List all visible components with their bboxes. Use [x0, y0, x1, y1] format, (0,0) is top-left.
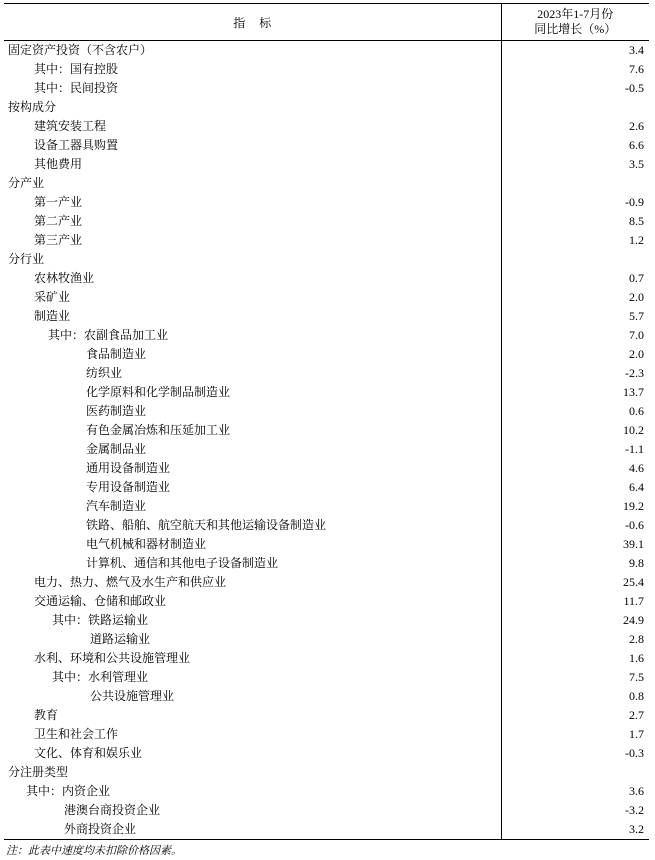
- row-value: 4.6: [501, 459, 649, 478]
- row-value: 3.2: [501, 820, 649, 840]
- row-label: 交通运输、仓储和邮政业: [34, 594, 167, 608]
- table-row: [4, 668, 649, 687]
- row-value: -0.5: [501, 79, 649, 98]
- row-value: 2.6: [501, 117, 649, 136]
- row-value: 1.2: [501, 231, 649, 250]
- row-value: 7.6: [501, 60, 649, 79]
- table-row: [4, 174, 649, 193]
- table-row: [4, 383, 649, 402]
- table-row: [4, 155, 649, 174]
- row-value: 0.6: [501, 402, 649, 421]
- row-value: 5.7: [501, 307, 649, 326]
- row-value: -1.1: [501, 440, 649, 459]
- row-value: 6.6: [501, 136, 649, 155]
- row-label: 有色金属冶炼和压延加工业: [86, 423, 231, 437]
- row-value: 11.7: [501, 592, 649, 611]
- table-row: [4, 478, 649, 497]
- row-value: 0.8: [501, 687, 649, 706]
- table-row: [4, 269, 649, 288]
- table-row: [4, 820, 649, 840]
- row-label: 水利、环境和公共设施管理业: [34, 651, 191, 665]
- row-value: 3.4: [501, 41, 649, 61]
- row-value: 3.5: [501, 155, 649, 174]
- row-label: 其中：水利管理业: [52, 670, 149, 684]
- row-label: 外商投资企业: [4, 820, 501, 840]
- row-label: 汽车制造业: [86, 499, 147, 513]
- header-growth-unit: 同比增长（%）: [534, 22, 617, 36]
- row-label: 金属制品业: [86, 442, 147, 456]
- row-label: 分行业: [8, 252, 45, 266]
- table-row: [4, 687, 649, 706]
- table-row: [4, 250, 649, 269]
- row-value: 13.7: [501, 383, 649, 402]
- table-row: [4, 497, 649, 516]
- row-value: -2.3: [501, 364, 649, 383]
- table-row: [4, 801, 649, 820]
- row-label: 分产业: [8, 176, 45, 190]
- table-row: [4, 782, 649, 801]
- table-row: [4, 307, 649, 326]
- investment-growth-table: [4, 3, 649, 840]
- row-value: 1.6: [501, 649, 649, 668]
- row-label: 公共设施管理业: [90, 689, 175, 703]
- table-row: [4, 516, 649, 535]
- row-label: 电力、热力、燃气及水生产和供应业: [34, 575, 227, 589]
- table-row: [4, 573, 649, 592]
- row-label: 建筑安装工程: [34, 119, 107, 133]
- row-value: -0.3: [501, 744, 649, 763]
- row-label: 分注册类型: [8, 765, 69, 779]
- table-row: [4, 212, 649, 231]
- row-label: 食品制造业: [86, 347, 147, 361]
- table-row: [4, 117, 649, 136]
- table-row: [4, 288, 649, 307]
- table-body: [4, 41, 649, 840]
- row-label: 其中：内资企业: [26, 784, 111, 798]
- table-row: [4, 402, 649, 421]
- table-row: [4, 421, 649, 440]
- row-label: 计算机、通信和其他电子设备制造业: [86, 556, 279, 570]
- row-value: 2.8: [501, 630, 649, 649]
- table-row: [4, 440, 649, 459]
- row-label: 设备工器具购置: [34, 138, 119, 152]
- row-value: 2.7: [501, 706, 649, 725]
- row-value: 7.5: [501, 668, 649, 687]
- table-row: [4, 744, 649, 763]
- row-value: -3.2: [501, 801, 649, 820]
- row-label: 化学原料和化学制品制造业: [86, 385, 231, 399]
- row-label: 其中：铁路运输业: [52, 613, 149, 627]
- row-label: 固定资产投资（不含农户）: [8, 43, 153, 57]
- row-label: 采矿业: [34, 290, 71, 304]
- table-row: [4, 592, 649, 611]
- row-label: 电气机械和器材制造业: [86, 537, 207, 551]
- row-label: 第二产业: [34, 214, 83, 228]
- row-value: 25.4: [501, 573, 649, 592]
- row-value: [501, 174, 649, 193]
- row-value: 8.5: [501, 212, 649, 231]
- row-value: 6.4: [501, 478, 649, 497]
- header-growth-period: 2023年1-7月份: [537, 7, 614, 21]
- table-row: [4, 706, 649, 725]
- row-value: -0.6: [501, 516, 649, 535]
- table-row: [4, 193, 649, 212]
- table-row: [4, 611, 649, 630]
- table-row: [4, 60, 649, 79]
- row-value: [501, 98, 649, 117]
- header-indicator: 指标: [4, 4, 501, 41]
- table-row: [4, 136, 649, 155]
- row-value: 2.0: [501, 345, 649, 364]
- row-label: 第三产业: [34, 233, 83, 247]
- row-value: 7.0: [501, 326, 649, 345]
- row-label: 制造业: [34, 309, 71, 323]
- row-label: 其他费用: [34, 157, 83, 171]
- row-label: 卫生和社会工作: [34, 727, 119, 741]
- header-row: [4, 4, 649, 41]
- row-value: 9.8: [501, 554, 649, 573]
- row-label: 第一产业: [34, 195, 83, 209]
- row-label: 通用设备制造业: [86, 461, 171, 475]
- table-row: [4, 763, 649, 782]
- table-row: [4, 79, 649, 98]
- row-value: [501, 250, 649, 269]
- table-row: [4, 364, 649, 383]
- table-row: [4, 630, 649, 649]
- table-row: [4, 98, 649, 117]
- row-label: 纺织业: [86, 366, 123, 380]
- row-label: 按构成分: [8, 100, 57, 114]
- row-label: 文化、体育和娱乐业: [34, 746, 143, 760]
- table-row: [4, 345, 649, 364]
- row-value: 19.2: [501, 497, 649, 516]
- row-value: 24.9: [501, 611, 649, 630]
- row-value: 2.0: [501, 288, 649, 307]
- table-row: [4, 459, 649, 478]
- table-row: [4, 326, 649, 345]
- row-label: 道路运输业: [90, 632, 151, 646]
- table-row: [4, 231, 649, 250]
- table-row: [4, 725, 649, 744]
- row-value: 39.1: [501, 535, 649, 554]
- header-growth: [501, 4, 649, 41]
- table-row: [4, 535, 649, 554]
- table-row: [4, 554, 649, 573]
- row-label: 铁路、船舶、航空航天和其他运输设备制造业: [86, 518, 327, 532]
- row-value: 0.7: [501, 269, 649, 288]
- row-value: 3.6: [501, 782, 649, 801]
- row-label: 医药制造业: [86, 404, 147, 418]
- table-row: [4, 649, 649, 668]
- row-label: 其中：国有控股: [34, 62, 119, 76]
- table-row: [4, 41, 649, 61]
- row-label: 教育: [34, 708, 59, 722]
- row-value: -0.9: [501, 193, 649, 212]
- data-table: [4, 3, 649, 840]
- row-label: 其中：民间投资: [34, 81, 119, 95]
- row-value: [501, 763, 649, 782]
- row-value: 10.2: [501, 421, 649, 440]
- row-label: 专用设备制造业: [86, 480, 171, 494]
- row-label: 港澳台商投资企业: [64, 803, 161, 817]
- footnote: 注：此表中速度均未扣除价格因素。: [6, 844, 182, 857]
- row-label: 农林牧渔业: [34, 271, 95, 285]
- row-value: 1.7: [501, 725, 649, 744]
- row-label: 其中：农副食品加工业: [48, 328, 169, 342]
